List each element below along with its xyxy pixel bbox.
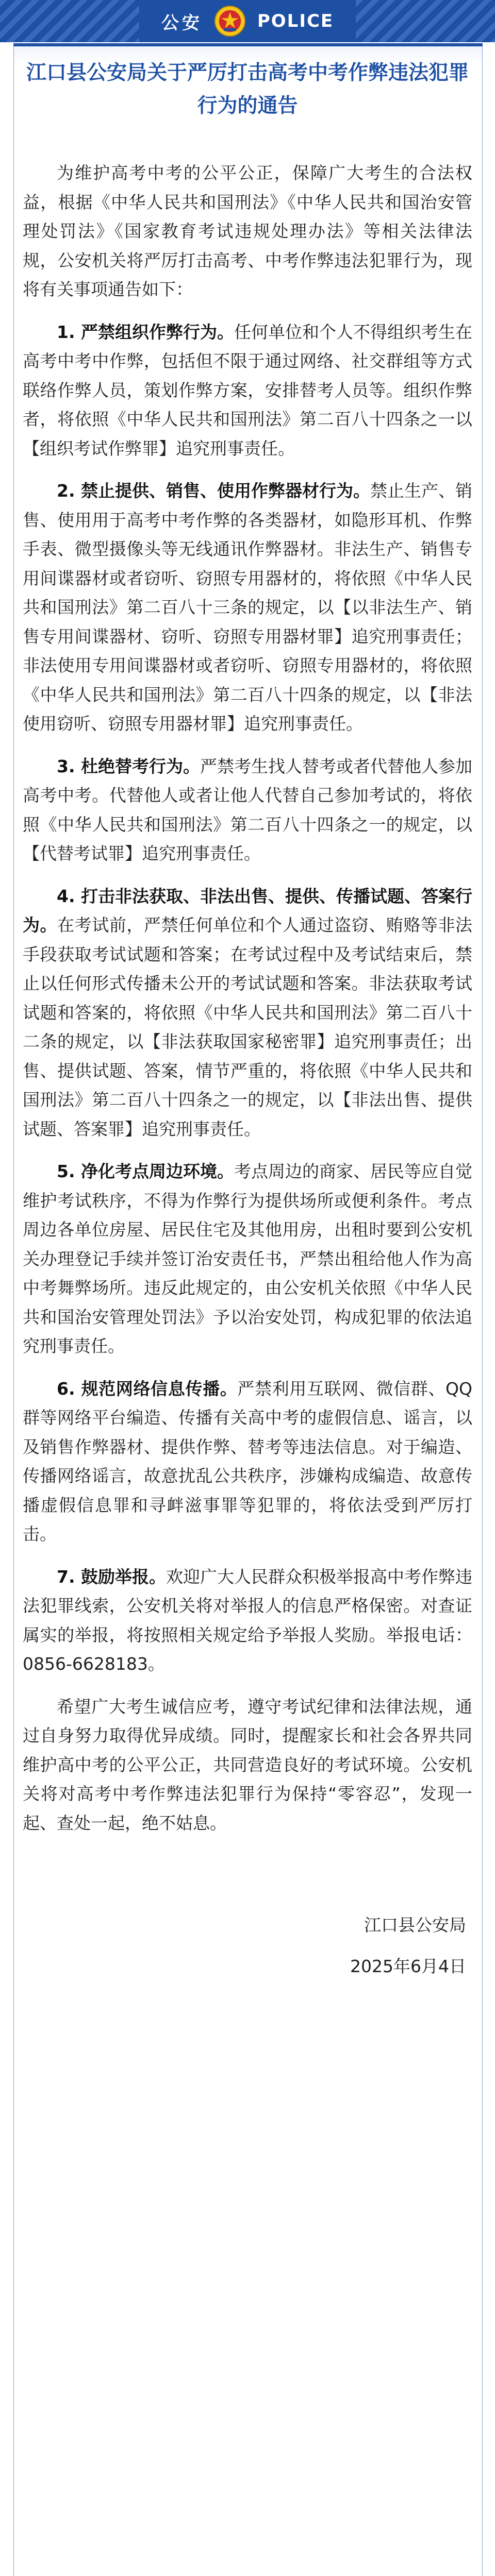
item-1-body: 任何单位和个人不得组织考生在高考中考中作弊，包括但不限于通过网络、社交群组等方式联络作弊人员，策划作弊方案，安排替考人员等。组织作弊者，将依照《中华人民共和国刑法》第二百八十四条之一以【组织考试作弊罪】追究刑事责任。 xyxy=(23,321,472,459)
banner-left-text: 公安 xyxy=(161,12,203,33)
banner-right-text: POLICE xyxy=(257,11,334,31)
item-5 xyxy=(23,1157,472,1361)
item-5-heading: 5. 净化考点周边环境。 xyxy=(57,1161,234,1181)
item-3-heading: 3. 杜绝替考行为。 xyxy=(57,756,200,776)
banner-inner xyxy=(161,5,334,37)
item-3-body: 严禁考生找人替考或者代替他人参加高考中考。代替他人或者让他人代替自己参加考试的，将依照《中华人民共和国刑法》第二百八十四条之一的规定，以【代替考试罪】追究刑事责任。 xyxy=(23,756,472,863)
signature-date: 2025年6月4日 xyxy=(350,1956,466,1976)
banner-stripes-right xyxy=(356,0,495,42)
item-6-heading: 6. 规范网络信息传播。 xyxy=(57,1378,238,1399)
item-2-heading: 2. 禁止提供、销售、使用作弊器材行为。 xyxy=(57,481,370,501)
item-7-body: 欢迎广大人民群众积极举报高中考作弊违法犯罪线索，公安机关将对举报人的信息严格保密。对查证属实的举报，将按照相关规定给予举报人奖励。举报电话：0856-6628183。 xyxy=(23,1566,472,1674)
closing-paragraph: 希望广大考生诚信应考，遵守考试纪律和法律法规，通过自身努力取得优异成绩。同时，提醒家长和社会各界共同维护高中考的公平公正，共同营造良好的考试环境。公安机关将对高考中考作弊违法犯罪行为保持“零容忍”，发现一起、查处一起，绝不姑息。 xyxy=(23,1696,472,1833)
frame-top-stripe xyxy=(13,43,483,46)
item-7-heading: 7. 鼓励举报。 xyxy=(57,1566,166,1587)
item-2-body: 禁止生产、销售、使用用于高考中考作弊的各类器材，如隐形耳机、作弊手表、微型摄像头等无线通讯作弊器材。非法生产、销售专用间谍器材或者窃听、窃照专用器材的，将依照《中华人民共和国刑法》第二百八十三条的规定，以【以非法生产、销售专用间谍器材、窃听、窃照专用器材罪】追究刑事责任；非法使用专用间谍器材或者窃听、窃照专用器材的，将依照《中华人民共和国刑法》第二百八十四条的规定，以【非法使用窃听、窃照专用器材罪】追究刑事责任。 xyxy=(23,481,472,734)
banner-stripes-left xyxy=(0,0,139,42)
item-6 xyxy=(23,1375,472,1549)
item-4-body: 在考试前，严禁任何单位和个人通过盗窃、贿赂等非法手段获取考试试题和答案；在考试过程中及考试结束后，禁止以任何形式传播未公开的考试试题和答案。非法获取考试试题和答案的，将依照《中华人民共和国刑法》第二百八十二条的规定，以【非法获取国家秘密罪】追究刑事责任；出售、提供试题、答案，情节严重的，将依照《中华人民共和国刑法》第二百八十四条之一的规定，以【非法出售、提供试题、答案罪】追究刑事责任。 xyxy=(23,915,473,1139)
notice-content xyxy=(23,57,472,1982)
item-5-body: 考点周边的商家、居民等应自觉维护考试秩序，不得为作弊行为提供场所或便利条件。考点周边各单位房屋、居民住宅及其他用房，出租时要到公安机关办理登记手续并签订治安责任书，严禁出租给他人作为高中考舞弊场所。违反此规定的，由公安机关依照《中华人民共和国治安管理处罚法》予以治安处罚，构成犯罪的依法追究刑事责任。 xyxy=(23,1161,472,1356)
notice-title: 江口县公安局关于严厉打击高考中考作弊违法犯罪行为的通告 xyxy=(26,61,469,117)
item-3 xyxy=(23,752,472,869)
item-7 xyxy=(23,1563,472,1679)
top-banner xyxy=(0,0,495,42)
item-1-heading: 1. 严禁组织作弊行为。 xyxy=(57,321,234,342)
police-emblem-icon xyxy=(214,5,246,37)
item-2 xyxy=(23,477,472,739)
item-4 xyxy=(23,882,472,1144)
item-4-heading: 4. 打击非法获取、非法出售、提供、传播试题、答案行为。 xyxy=(23,886,472,935)
item-6-body: 严禁利用互联网、微信群、QQ群等网络平台编造、传播有关高中考的虚假信息、谣言，以及销售作弊器材、提供作弊、替考等违法信息。对于编造、传播网络谣言，故意扰乱公共秩序，涉嫌构成编造、故意传播虚假信息罪和寻衅滋事罪等犯罪的，将依法受到严厉打击。 xyxy=(23,1378,472,1544)
signature-org: 江口县公安局 xyxy=(364,1915,466,1935)
intro-paragraph: 为维护高考中考的公平公正，保障广大考生的合法权益，根据《中华人民共和国刑法》《中华人民共和国治安管理处罚法》《国家教育考试违规处理办法》等相关法律法规，公安机关将严厉打击高考、中考作弊违法犯罪行为，现将有关事项通告如下： xyxy=(23,163,472,299)
item-1 xyxy=(23,318,472,464)
